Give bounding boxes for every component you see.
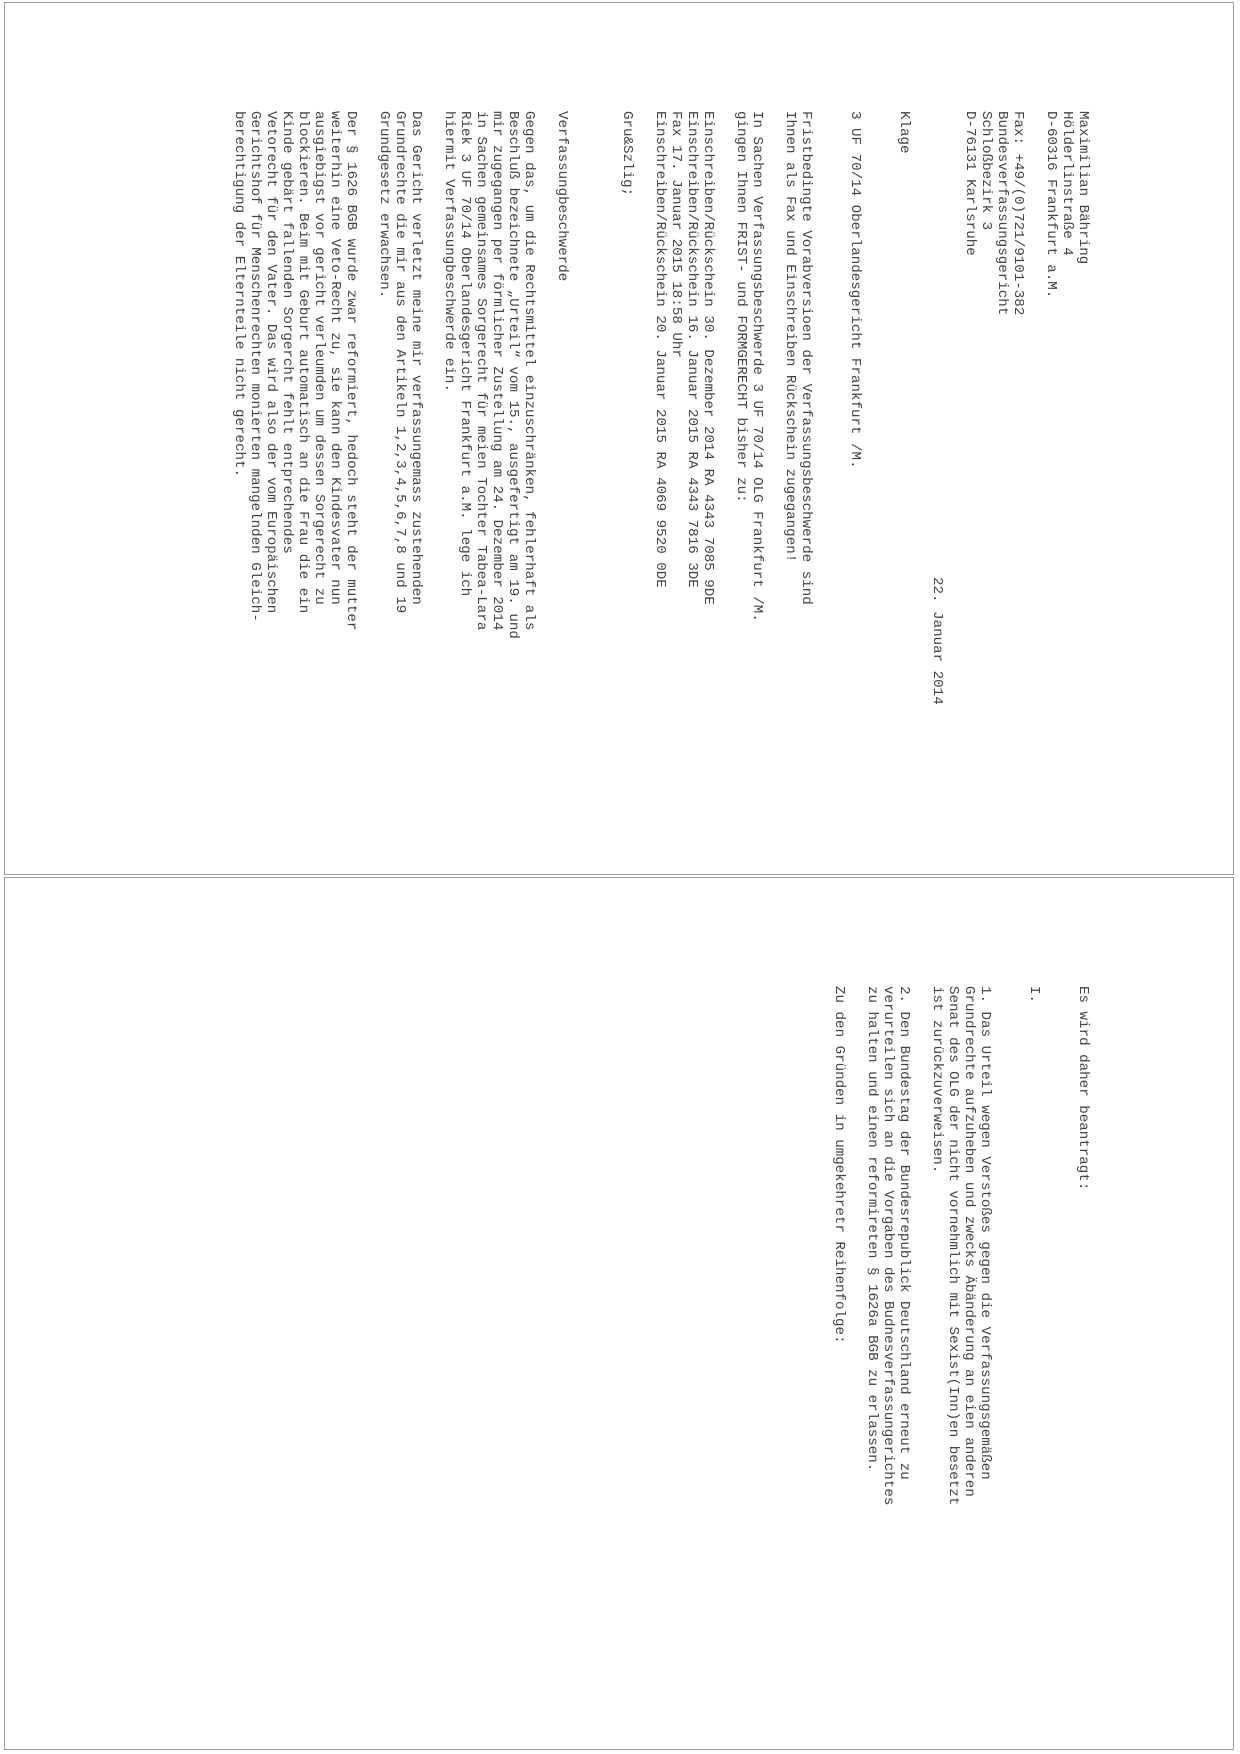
paragraph-line: Grundgesetz erwachsen. [376, 111, 392, 299]
paragraph-line: in Sachen gemeinsames Sorgerecht für meien Tochter Tabea-Lara [473, 111, 489, 631]
recipient-fax: Fax: +49/(0)721/9101-382 [1010, 111, 1026, 316]
recipient-name: Bundesverfassungsgericht [994, 111, 1010, 316]
paragraph-line: Vetorecht für den Vater. Das wird also der vom Europäischen [263, 111, 279, 614]
sender-city: D-60316 Frankfurt a.M. [1043, 111, 1059, 299]
request-item-line: Grundrechte aufzuheben und zwecks Äbänderung an eien anderen [961, 986, 977, 1497]
request-item-line: Senat des OLG der nicht vornehmlich mit Sexist(Inn)en besetzt [945, 986, 961, 1506]
paragraph-line: Riek 3 UF 70/14 Oberlandesgericht Frankfurt a.M. lege ich [457, 111, 473, 597]
status-line: gingen Ihnen FRIST- und FORMGERECHT bisher zu: [733, 111, 749, 503]
section-number: I. [1026, 986, 1042, 1004]
section-heading: Verfassungbeschwerde [554, 111, 570, 282]
letter-date: 22. Januar 2014 [929, 577, 945, 705]
paragraph-line: hiermit Verfassungbeschwerde ein. [441, 111, 457, 392]
paragraph-line: Grundrechte die mir aus den Artikeln 1,2,3,4,5,6,7,8 und 19 [392, 111, 408, 614]
request-item-line: 2. Den Bundestag der Bundesrepublick Deutschland erneut zu [896, 986, 912, 1480]
paragraph-line: Gerichtshof für Menschenrechten monierten mangelnden Gleich- [247, 111, 263, 622]
delivery-item: Einschreiben/Rückschein 20. Januar 2015 RA 4069 9520 0DE [652, 111, 668, 588]
subject-line: Klage [896, 111, 912, 154]
request-item-line: verurteilen sich an die Vorgaben des Budnesverfassungerichtes [880, 986, 896, 1506]
sender-name: Maximilian Bähring [1075, 111, 1091, 265]
sender-street: Hölderlinstraße 4 [1059, 111, 1075, 256]
paragraph-line: berechtigung der Elternteile nicht gerecht. [231, 111, 247, 478]
delivery-item: Fax 17. Januar 2015 18:58 Uhr [668, 111, 684, 358]
delivery-item: Einschreiben/Rückschein 30. Dezember 2014 RA 4343 7085 9DE [700, 111, 716, 605]
request-intro: Es wird daher beantragt: [1075, 986, 1091, 1191]
request-item-line: zu halten und einen reformireten § 1626a BGB zu erlassen. [864, 986, 880, 1472]
status-line: In Sachen Verfassungsbeschwerde 3 UF 70/14 OLG Frankfurt /M. [749, 111, 765, 622]
paragraph-line: blockieren. Beim mit Geburt automatisch an die Frau die ein [295, 111, 311, 614]
paragraph-line: weiterhin eine Veto-Recht zu, sie kann den Kindesvater nun [327, 111, 343, 605]
recipient-street: Schloßbezirk 3 [978, 111, 994, 231]
notice-line: Fristbedingte Vorabversioen der Verfassungsbeschwerde sind [798, 111, 814, 605]
paragraph-line: Kinde gebärt fallenden Sorgercht fehlt entprechendes [279, 111, 295, 554]
paragraph-line: mir zugegangen per förmlicher Zustellung am 24. Dezember 2014 [489, 111, 505, 631]
paragraph-line: Der § 1626 BGB wurde zwar reformiert, hedoch steht der mutter [343, 111, 359, 631]
paragraph-line: Beschluß bezeichnete „Urteil“ vom 15., ausgefertigt am 19. und [505, 111, 521, 639]
delivery-item: Einschreiben/Rückschein 16. Januar 2015 RA 4343 7816 3DE [684, 111, 700, 588]
notice-line: Ihnen als Fax und Einschreiben Rückschein zugegangen! [782, 111, 798, 563]
greeting: Gru&Szlig; [619, 111, 635, 197]
case-reference: 3 UF 70/14 Oberlandesgericht Frankfurt /M. [847, 111, 863, 469]
document-page-2 [4, 877, 1234, 1750]
request-item-line: 1. Das Urteil wegen Verstoßes gegen die Verfassungsgemäßen [977, 986, 993, 1480]
document-page-1 [4, 2, 1234, 875]
paragraph-line: Das Gericht verletzt meine mir verfassungemass zustehenden [408, 111, 424, 605]
closing-line: Zu den Gründen in umgekehretr Reihenfolge: [831, 986, 847, 1344]
recipient-city: D-76131 Karlsruhe [962, 111, 978, 256]
request-item-line: ist zurückzuverweisen. [929, 986, 945, 1174]
paragraph-line: Gegen das, um die Rechtsmittel einzuschränken, fehlerhaft als [521, 111, 537, 631]
paragraph-line: ausgiebigst vor gericht verleumden um dessen Sorgerecht zu [311, 111, 327, 605]
